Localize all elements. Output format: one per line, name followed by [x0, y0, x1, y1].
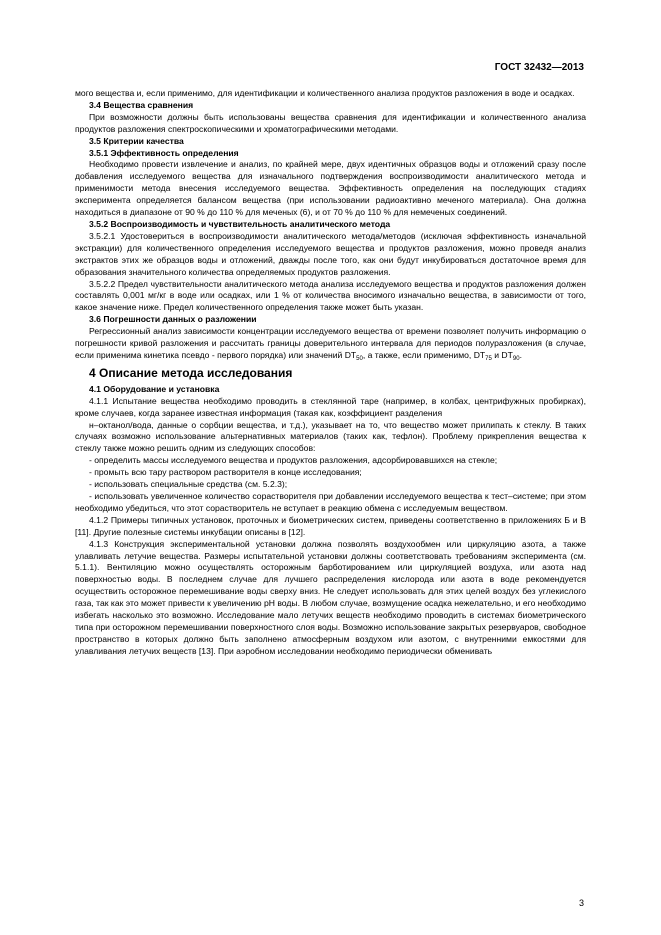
list-item-3: - использовать специальные средства (см. 5.2.3);	[89, 479, 288, 490]
heading-3-5-2: 3.5.2 Воспроизводимость и чувствительность аналитического метода	[89, 218, 391, 229]
document-body	[75, 88, 586, 658]
paragraph-3-5-1: Необходимо провести извлечение и анализ, по крайней мере, двух идентичных образцов воды и отложений сразу после добавления исследуемого вещества для изначального подтверждения воспроизводимости аналитического метода и применимости метода внесения исследуемого вещества. Эффективность определения на последующих стадиях эксперимента определяется балансом вещества (при использовании радиоактивно меченого материала). Она должна находиться в диапазоне от 90 % до 110 % для меченых (6), и от 70 % до 110 % для немеченых соединений.	[75, 159, 586, 218]
heading-3-5: 3.5 Критерии качества	[89, 135, 184, 146]
document-code: ГОСТ 32432—2013	[494, 62, 584, 73]
paragraph-4-1-3: 4.1.3 Конструкция экспериментальной установки должна позволять воздухообмен или циркуляцию азота, а также улавливать летучие вещества. Размеры испытательной установки должны соответствовать требованиям эксперимента (см. 5.1.1). Вентиляцию можно осуществлять осторожным барботированием или циркуляцией воздуха, или азота над поверхностью воды. В последнем случае для лучшего распределения кислорода или азота в воде рекомендуется осуществить осторожное перемешивание воды сверху вниз. Не следует использовать для этих целей воздух без углекислого газа, так как это может привести к увеличению pH воды. В любом случае, возмущение осадка нежелательно, и его необходимо избегать насколько это возможно. Исследование мало летучих веществ необходимо проводить в системах биометрического типа при осторожном перемешивании поверхностного слоя воды. Возможно использование закрытых резервуаров, свободное пространство в которых должно быть заполнено атмосферным воздухом или азотом, с внутренними емкостями для улавливания летучих веществ [13]. При аэробном исследовании необходимо периодически обменивать	[75, 538, 586, 656]
list-item-4: - использовать увеличенное количество сорастворителя при добавлении исследуемого вещества к тест–системе; при этом необходимо убедиться, что этот сорастворитель не вступает в реакцию обмена с исследуемым веществом.	[75, 491, 586, 513]
paragraph-3-5-2-2: 3.5.2.2 Предел чувствительности аналитического метода анализа исследуемого вещества и продуктов разложения должен составлять 0,001 мг/кг в воде или осадках, или 1 % от количества вносимого изначально вещества, в зависимости от того, какое значение ниже. Предел количественного определения также может быть указан.	[75, 278, 586, 313]
paragraph-4-1-1: 4.1.1 Испытание вещества необходимо проводить в стеклянной таре (например, в колбах, центрифужных пробирках), кроме случаев, когда заранее известная информация (такая как, коэффициент разделения	[75, 395, 586, 418]
heading-3-4: 3.4 Вещества сравнения	[89, 99, 194, 110]
subscript-90: 90	[512, 355, 520, 362]
paragraph-3-6-text: Регрессионный анализ зависимости концентрации исследуемого вещества от времени позволяет получить информацию о погрешности кривой разложения и рассчитать границы доверительного интервала для периодов полуразложения (в случае, если применима кинетика псевдо - первого порядка) или значений DT	[75, 326, 586, 360]
paragraph-4-1-1-cont: н–октанол/вода, данные о сорбции вещества, и т.д.), указывает на то, что вещество может прилипать к стеклу. В таких случаях возможно использование альтернативных материалов (таких как, тефлон). Проблему прикрепления вещества к стеклу также можно решить одним из следующих способов:	[75, 419, 586, 454]
heading-3-5-1: 3.5.1 Эффективность определения	[89, 147, 239, 158]
list-item-1: - определить массы исследуемого вещества и продуктов разложения, адсорбировавшихся на стекле;	[89, 455, 498, 466]
paragraph-3-4: При возможности должны быть использованы вещества сравнения для идентификации и количественного анализа продуктов разложения спектроскопическими и хроматографическими методами.	[75, 111, 586, 134]
subscript-50: 50	[356, 355, 363, 362]
list-item-2: - промыть всю тару раствором растворителя в конце исследования;	[89, 467, 362, 478]
heading-4-1: 4.1 Оборудование и установка	[89, 383, 220, 394]
paragraph-3-6-mid: , а также, если применимо, DT	[362, 349, 486, 360]
paragraph-intro: мого вещества и, если применимо, для идентификации и количественного анализа продуктов разложения в воде и осадках.	[75, 88, 575, 98]
paragraph-3-5-2-1: 3.5.2.1 Удостовериться в воспроизводимости аналитического метода/методов (исключая эффективность изначальной экстракции) для количественного определения исследуемого вещества и продуктов разложения, можно проведя анализ экстрактов этих же образцов воды и отложений, дважды после того, как они будут инкубироваться достаточное время для образования значительного количества определяемых продуктов разложения.	[75, 230, 586, 277]
paragraph-3-6	[75, 326, 586, 362]
page-number: 3	[578, 898, 584, 908]
heading-4: 4 Описание метода исследования	[89, 365, 293, 380]
paragraph-3-6-end: .	[519, 349, 522, 360]
subscript-75: 75	[485, 355, 492, 362]
paragraph-4-1-2: 4.1.2 Примеры типичных установок, проточных и биометрических систем, приведены соответственно в приложениях Б и В [11]. Другие полезные системы инкубации описаны в [12].	[75, 514, 586, 537]
heading-3-6: 3.6 Погрешности данных о разложении	[89, 314, 257, 325]
paragraph-3-6-and: и DT	[491, 349, 513, 360]
